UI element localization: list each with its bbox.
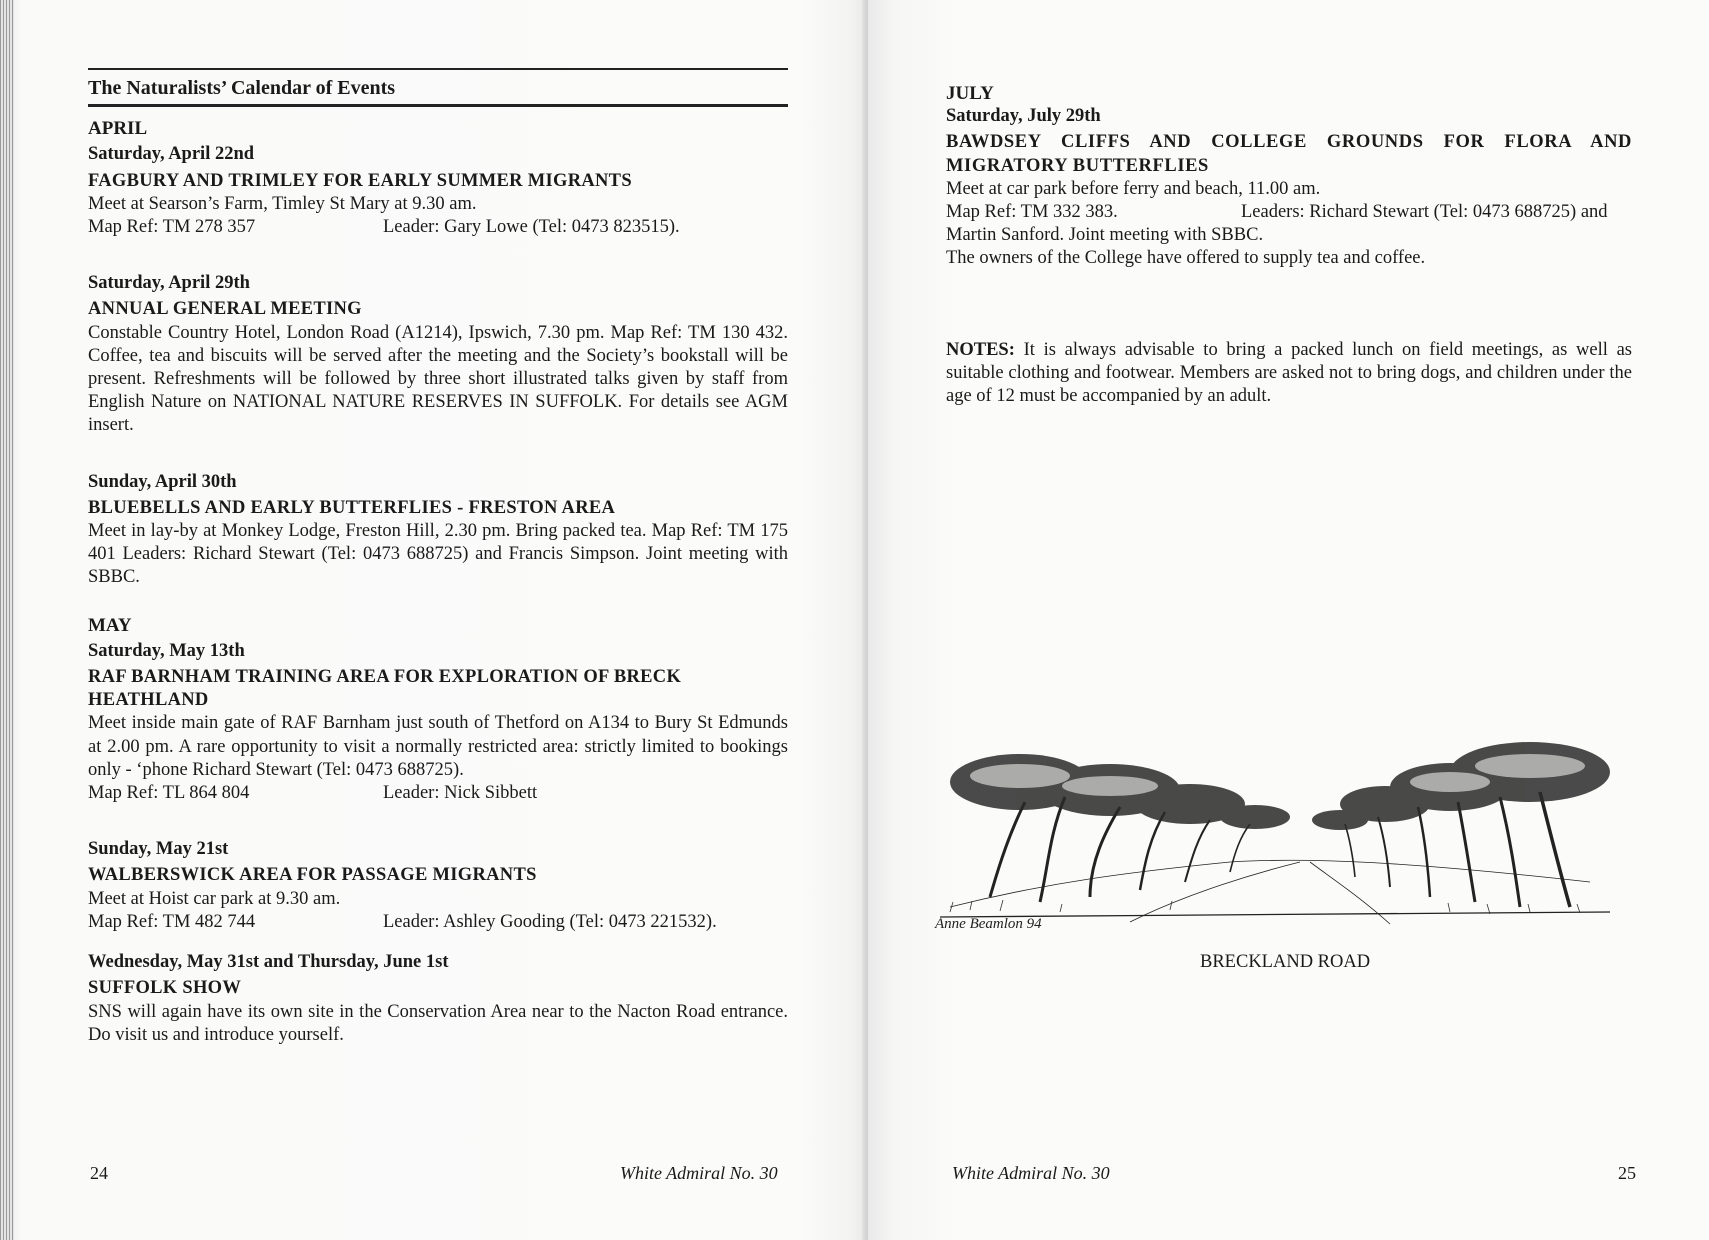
- event-date: Saturday, April 22nd: [88, 144, 255, 165]
- event-date: Saturday, April 29th: [88, 273, 250, 294]
- breckland-road-illustration: [930, 712, 1620, 932]
- journal-name-right: White Admiral No. 30: [952, 1163, 1110, 1183]
- event-map-row: [88, 782, 788, 805]
- calendar-title: The Naturalists’ Calendar of Events: [88, 77, 396, 99]
- map-ref: Map Ref: TM 278 357: [88, 217, 256, 238]
- event-date: Sunday, April 30th: [88, 471, 237, 492]
- event-date: Sunday, May 21st: [88, 839, 229, 860]
- month-may: MAY: [88, 614, 132, 636]
- event-map-row: [88, 911, 788, 934]
- event-leader: Leaders: Richard Stewart (Tel: 0473 688725) and: [1241, 202, 1608, 223]
- event-heading: FAGBURY AND TRIMLEY FOR EARLY SUMMER MIGRANTS: [88, 170, 632, 191]
- map-ref: Map Ref: TL 864 804: [88, 783, 250, 804]
- month-april: APRIL: [88, 118, 148, 140]
- event-leader: Leader: Nick Sibbett: [383, 783, 538, 804]
- event-heading: BAWDSEY CLIFFS AND COLLEGE GROUNDS FOR FLORA AND MIGRATORY BUTTERFLIES: [946, 132, 1632, 176]
- notes-text: It is always advisable to bring a packed lunch on field meetings, as well as suitable clothing and footwear. Members are asked not to bring dogs, and children under the age of 12 must be accompanied by an adult.: [946, 339, 1632, 407]
- map-ref: Map Ref: TM 482 744: [88, 911, 256, 932]
- event-meeting-point: Meet at Hoist car park at 9.30 am.: [88, 888, 341, 909]
- event-heading: ANNUAL GENERAL MEETING: [88, 299, 362, 320]
- july-column: [946, 82, 1632, 408]
- event-leader: Leader: Gary Lowe (Tel: 0473 823515).: [383, 217, 680, 238]
- event-description: Meet in lay-by at Monkey Lodge, Freston Hill, 2.30 pm. Bring packed tea. Map Ref: TM 175 401 Leaders: Richard Stewart (Tel: 0473 688725) and Francis Simpson. Joint meeting with SBBC.: [88, 521, 788, 588]
- event-detail: Martin Sanford. Joint meeting with SBBC.: [946, 225, 1264, 246]
- event-meeting-point: Meet at Searson’s Farm, Timley St Mary at 9.30 am.: [88, 193, 477, 214]
- event-description: Meet inside main gate of RAF Barnham just south of Thetford on A134 to Bury St Edmunds at 2.00 pm. A rare opportunity to visit a normally restricted area: strictly limited to bookings only - ‘phone Richard Stewart (Tel: 0473 688725).: [88, 713, 788, 780]
- event-description: SNS will again have its own site in the Conservation Area near to the Nacton Road entrance. Do visit us and introduce yourself.: [88, 1001, 788, 1045]
- page-edge-stack: [0, 0, 14, 1240]
- page-number-left: 24: [90, 1163, 108, 1183]
- event-heading: BLUEBELLS AND EARLY BUTTERFLIES - FRESTON AREA: [88, 497, 616, 518]
- page-number-right: 25: [1618, 1163, 1636, 1183]
- event-description: Constable Country Hotel, London Road (A1214), Ipswich, 7.30 pm. Map Ref: TM 130 432. Coffee, tea and biscuits will be served after the meeting and the Society’s bookstall will be present. Refreshments will be followed by three short illustrated talks given by staff from English Nature on NATIONAL NATURE RESERVES IN SUFFOLK. For details see AGM insert.: [88, 322, 788, 436]
- illustration-caption: BRECKLAND ROAD: [1200, 952, 1371, 972]
- event-heading: RAF BARNHAM TRAINING AREA FOR EXPLORATION OF BRECK HEATHLAND: [88, 667, 682, 711]
- event-date: Saturday, May 13th: [88, 640, 245, 661]
- notes-label: NOTES:: [946, 339, 1015, 360]
- event-leader: Leader: Ashley Gooding (Tel: 0473 221532).: [383, 911, 717, 932]
- event-heading: WALBERSWICK AREA FOR PASSAGE MIGRANTS: [88, 865, 537, 886]
- event-map-row: [946, 201, 1632, 224]
- event-heading: SUFFOLK SHOW: [88, 978, 242, 999]
- event-date: Saturday, July 29th: [946, 106, 1101, 127]
- event-map-row: [88, 216, 788, 239]
- notes-paragraph: [946, 339, 1632, 409]
- map-ref: Map Ref: TM 332 383.: [946, 202, 1118, 223]
- calendar-column: [88, 68, 788, 1047]
- event-detail: The owners of the College have offered to supply tea and coffee.: [946, 248, 1426, 269]
- artist-signature: Anne Beamlon 94: [935, 916, 1042, 932]
- journal-name-left: White Admiral No. 30: [620, 1163, 778, 1183]
- event-meeting-point: Meet at car park before ferry and beach, 11.00 am.: [946, 178, 1321, 199]
- month-july: JULY: [946, 83, 994, 104]
- event-date: Wednesday, May 31st and Thursday, June 1st: [88, 952, 449, 973]
